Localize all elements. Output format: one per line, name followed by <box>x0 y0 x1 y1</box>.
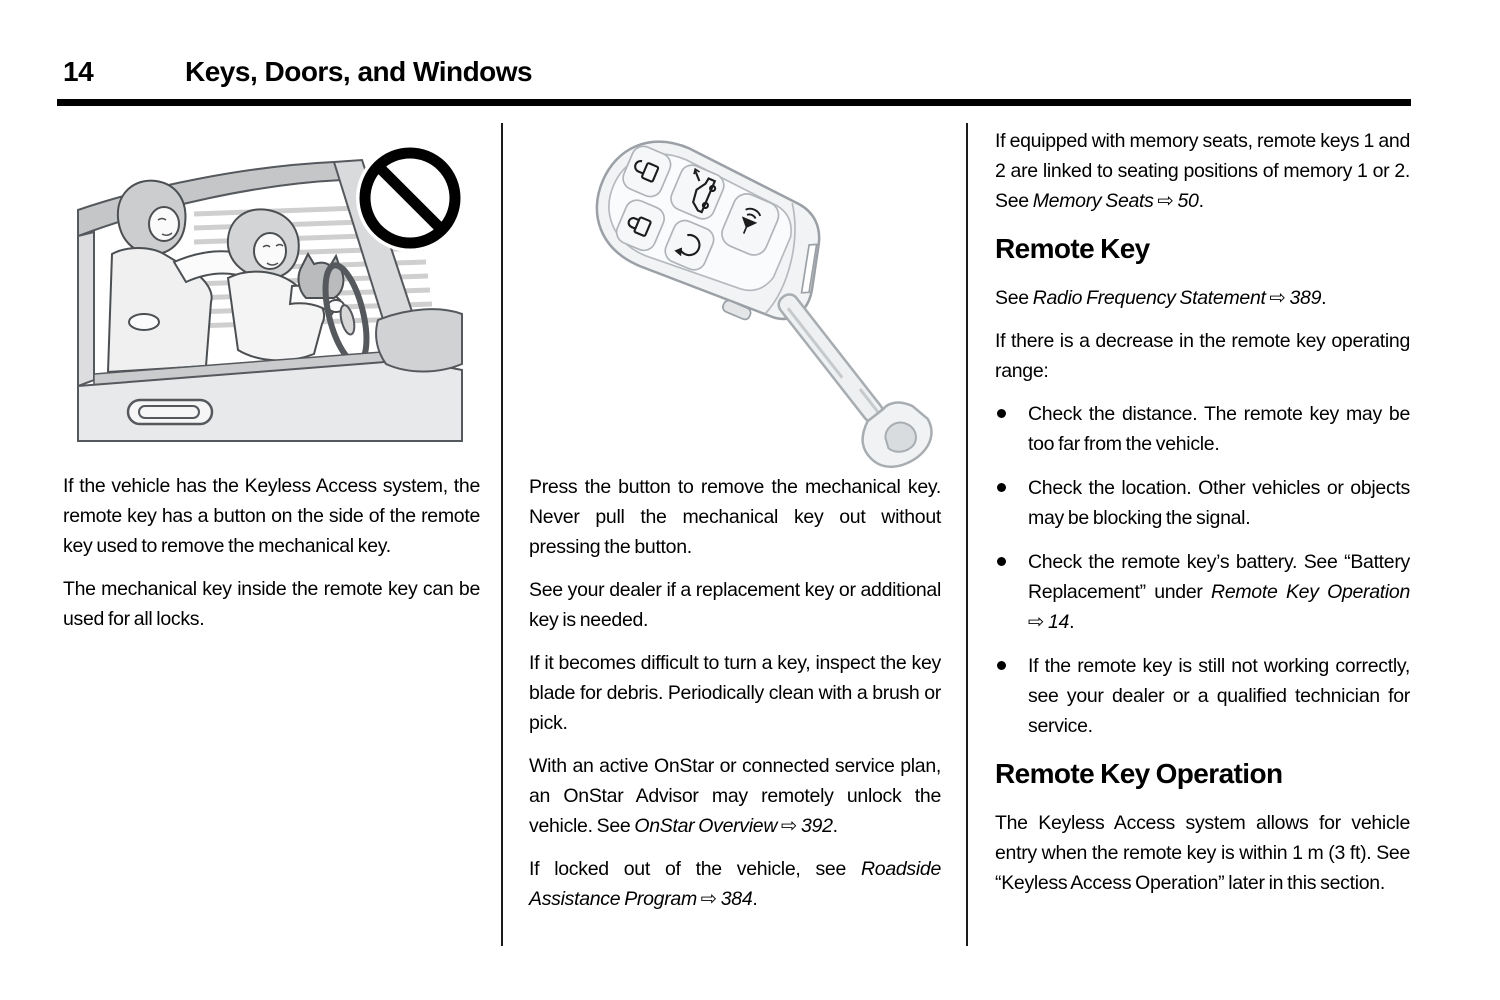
header-rule <box>57 99 1411 106</box>
door-handle <box>128 400 212 424</box>
remote-key-illustration <box>543 119 948 464</box>
section-heading-remote-key-operation: Remote Key Operation <box>995 758 1283 789</box>
no-symbol-icon <box>356 144 464 252</box>
column-middle <box>529 123 941 927</box>
paragraph: See Radio Frequency Statement ⇨ 389. <box>995 287 1327 309</box>
list-item: If the remote key is still not working correctly, see your dealer or a qualified technician for service. <box>995 651 1410 741</box>
children-in-vehicle-warning-figure <box>78 148 462 441</box>
paragraph: If it becomes difficult to turn a key, inspect the key blade for debris. Periodically clean with a brush or pick. <box>529 652 941 734</box>
list-item: Check the remote key’s battery. See “Battery Replacement” under Remote Key Operation ⇨ 14. <box>995 547 1410 637</box>
paragraph: With an active OnStar or connected service plan, an OnStar Advisor may remotely unlock the vehicle. See OnStar Overview ⇨ 392. <box>529 755 941 837</box>
cat-figure <box>299 254 344 298</box>
paragraph: Press the button to remove the mechanical key. Never pull the mechanical key out without pressing the button. <box>529 476 941 558</box>
list-item: Check the location. Other vehicles or objects may be blocking the signal. <box>995 473 1410 533</box>
remote-key-figure <box>543 119 948 464</box>
paragraph: If locked out of the vehicle, see Roadside Assistance Program ⇨ 384. <box>529 858 941 910</box>
side-mirror <box>376 309 462 371</box>
column-divider-left <box>501 123 503 946</box>
paragraph: The Keyless Access system allows for vehicle entry when the remote key is within 1 m (3 ft). See “Keyless Access Operation” later in this section. <box>995 812 1410 894</box>
paragraph: The mechanical key inside the remote key can be used for all locks. <box>63 578 480 630</box>
checklist <box>995 399 1410 741</box>
column-divider-right <box>966 123 968 946</box>
mechanical-key <box>759 273 942 480</box>
window-frame-left <box>78 232 94 386</box>
list-item: Check the distance. The remote key may be too far from the vehicle. <box>995 399 1410 459</box>
chapter-title: Keys, Doors, and Windows <box>185 56 533 87</box>
paragraph: If the vehicle has the Keyless Access system, the remote key has a button on the side of the remote key used to remove the mechanical key. <box>63 475 480 557</box>
paragraph: If there is a decrease in the remote key operating range: <box>995 330 1410 382</box>
column-left <box>63 123 480 647</box>
children-warning-illustration <box>78 148 462 441</box>
paragraph: See your dealer if a replacement key or additional key is needed. <box>529 579 941 631</box>
column-right <box>995 123 1410 911</box>
section-heading-remote-key: Remote Key <box>995 233 1150 264</box>
paragraph: If equipped with memory seats, remote keys 1 and 2 are linked to seating positions of memory 1 or 2. See Memory Seats ⇨ 50. <box>995 130 1410 212</box>
page-number: 14 <box>63 56 94 87</box>
